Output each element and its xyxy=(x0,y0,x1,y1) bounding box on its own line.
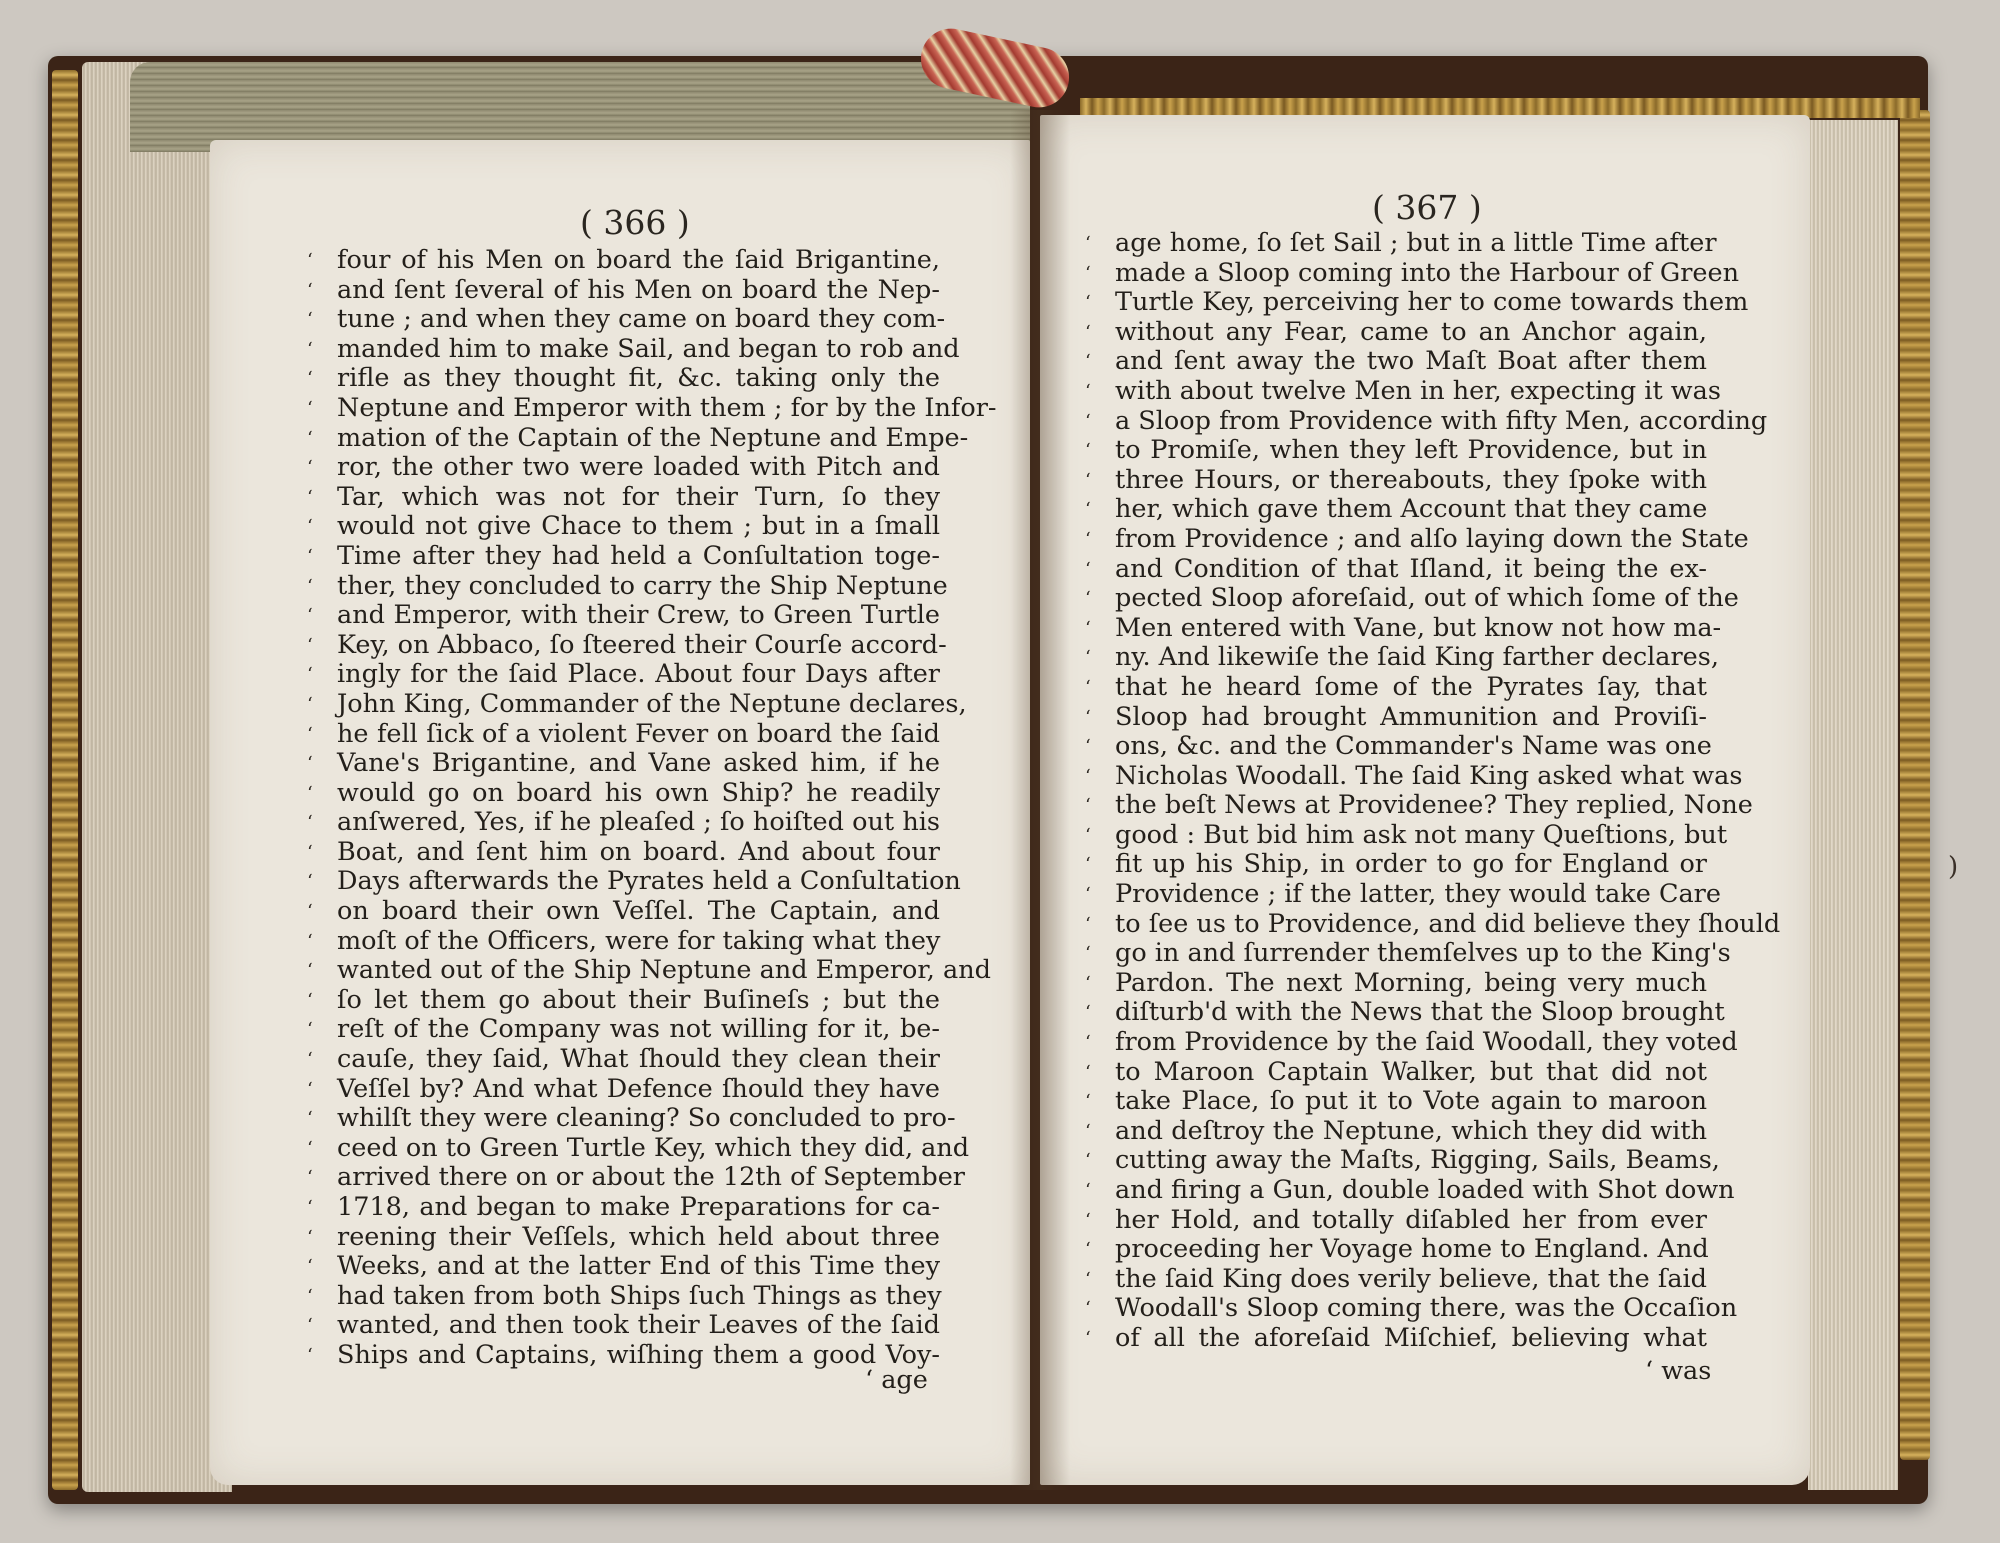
text-line xyxy=(307,1103,956,1134)
text-line xyxy=(1085,612,1722,644)
text-line xyxy=(1085,1204,1707,1236)
line-text: arrived there on or about the 12th of September xyxy=(337,1162,965,1193)
line-text: Vane's Brigantine, and Vane asked him, if he xyxy=(337,748,940,779)
right-page-text xyxy=(1085,228,1781,1354)
text-line xyxy=(307,1014,940,1045)
text-line xyxy=(1085,1322,1707,1354)
quote-mark: ‘ xyxy=(1085,410,1091,432)
text-line xyxy=(307,1251,940,1282)
line-text: ceed on to Green Turtle Key, which they did, and xyxy=(337,1132,970,1163)
line-text: 1718, and began to make Preparations for ca- xyxy=(337,1192,940,1222)
quote-mark: ‘ xyxy=(307,723,313,745)
line-text: reening their Veſſels, which held about three xyxy=(337,1221,940,1252)
text-line xyxy=(1085,642,1719,673)
quote-mark: ‘ xyxy=(307,693,313,715)
quote-mark: ‘ xyxy=(1085,765,1091,787)
quote-mark: ‘ xyxy=(1085,321,1091,343)
page-edges-top xyxy=(130,62,1030,152)
quote-mark: ‘ xyxy=(1085,262,1091,284)
margin-mark: ) xyxy=(1948,852,1959,882)
quote-mark: ‘ xyxy=(1085,233,1091,254)
line-text: Boat, and ſent him on board. And about four xyxy=(337,836,940,867)
text-line xyxy=(1085,1293,1738,1324)
quote-mark: ‘ xyxy=(307,1197,313,1218)
line-text: that he heard ſome of the Pyrates ſay, that xyxy=(1115,671,1707,702)
quote-mark: ‘ xyxy=(307,457,313,479)
line-text: mation of the Captain of the Neptune and Empe- xyxy=(337,422,969,453)
text-line xyxy=(307,1162,965,1193)
line-text: John King, Commander of the Neptune declares, xyxy=(337,688,967,719)
catchword-left: ‘ age xyxy=(865,1365,928,1395)
left-page-text xyxy=(307,245,997,1371)
line-text: and ſent ſeveral of his Men on board the Nep- xyxy=(337,274,940,305)
quote-mark: ‘ xyxy=(307,1167,313,1189)
quote-mark: ‘ xyxy=(307,427,313,449)
line-text: Sloop had brought Ammunition and Proviſi- xyxy=(1115,701,1707,732)
text-line xyxy=(1085,1175,1735,1206)
quote-mark: ‘ xyxy=(1085,1032,1091,1054)
text-line xyxy=(1085,1027,1738,1058)
quote-mark: ‘ xyxy=(1085,1002,1091,1024)
quote-mark: ‘ xyxy=(307,516,313,538)
text-line xyxy=(307,659,940,690)
line-text: whilſt they were cleaning? So concluded to pro- xyxy=(337,1103,956,1134)
line-text: and deſtroy the Neptune, which they did with xyxy=(1115,1115,1707,1146)
quote-mark: ‘ xyxy=(1085,884,1091,906)
line-text: the ſaid King does verily believe, that the ſaid xyxy=(1115,1263,1707,1294)
line-text: wanted out of the Ship Neptune and Emperor, and xyxy=(337,955,991,986)
quote-mark: ‘ xyxy=(1085,736,1091,758)
quote-mark: ‘ xyxy=(307,1285,313,1307)
quote-mark: ‘ xyxy=(307,397,313,419)
line-text: of all the aforeſaid Miſchief, believing what xyxy=(1115,1322,1707,1353)
gilt-edge-right xyxy=(1900,110,1930,1460)
text-line xyxy=(307,866,961,897)
quote-mark: ‘ xyxy=(307,545,313,567)
catchword-right: ‘ was xyxy=(1645,1356,1712,1386)
text-line xyxy=(307,600,940,631)
line-text: without any Fear, came to an Anchor again, xyxy=(1115,316,1707,347)
quote-mark: ‘ xyxy=(1085,558,1091,580)
quote-mark: ‘ xyxy=(1085,1150,1091,1172)
quote-mark: ‘ xyxy=(1085,1180,1091,1201)
quote-mark: ‘ xyxy=(307,368,313,390)
text-line xyxy=(307,1310,940,1341)
quote-mark: ‘ xyxy=(1085,469,1091,491)
line-text: tune ; and when they came on board they com- xyxy=(337,304,946,335)
line-text: Key, on Abbaco, ſo ſteered their Courſe accord- xyxy=(337,629,947,660)
line-text: Weeks, and at the latter End of this Time they xyxy=(337,1251,940,1282)
line-text: the beſt News at Providenee? They replied, None xyxy=(1115,790,1753,821)
quote-mark: ‘ xyxy=(307,1019,313,1041)
text-line xyxy=(1085,228,1717,259)
line-text: and Condition of that Iſland, it being the ex- xyxy=(1115,553,1707,584)
text-line xyxy=(307,1221,940,1253)
line-text: Men entered with Vane, but know not how ma- xyxy=(1115,612,1722,643)
text-line xyxy=(1085,257,1740,289)
text-line xyxy=(307,452,940,483)
page-edges-right xyxy=(1808,120,1898,1490)
quote-mark: ‘ xyxy=(307,871,313,893)
text-line xyxy=(1085,731,1712,762)
quote-mark: ‘ xyxy=(307,841,313,863)
text-line xyxy=(1085,1086,1707,1117)
line-text: take Place, ſo put it to Vote again to maroon xyxy=(1115,1086,1707,1117)
text-line xyxy=(1085,967,1707,999)
quote-mark: ‘ xyxy=(307,753,313,775)
line-text: ny. And likewiſe the ſaid King farther declares, xyxy=(1115,642,1719,673)
text-line xyxy=(307,777,940,809)
line-text: with about twelve Men in her, expecting it was xyxy=(1115,375,1721,406)
line-text: on board their own Veſſel. The Captain, and xyxy=(337,896,940,927)
line-text: her, which gave them Account that they came xyxy=(1115,494,1708,525)
line-text: wanted, and then took their Leaves of the ſaid xyxy=(337,1310,940,1341)
text-line xyxy=(1085,346,1707,377)
text-line xyxy=(1085,760,1743,792)
text-line xyxy=(1085,701,1707,733)
text-line xyxy=(1085,1115,1707,1147)
quote-mark: ‘ xyxy=(307,250,313,271)
quote-mark: ‘ xyxy=(1085,440,1091,462)
text-line xyxy=(1085,583,1739,614)
quote-mark: ‘ xyxy=(1085,1327,1091,1349)
text-line xyxy=(307,540,940,572)
quote-mark: ‘ xyxy=(1085,647,1091,669)
quote-mark: ‘ xyxy=(1085,617,1091,639)
quote-mark: ‘ xyxy=(307,1344,313,1366)
line-text: good : But bid him ask not many Queſtions, but xyxy=(1115,819,1728,850)
text-line xyxy=(1085,1056,1707,1088)
quote-mark: ‘ xyxy=(1085,795,1091,817)
quote-mark: ‘ xyxy=(307,634,313,656)
text-line xyxy=(307,481,940,513)
text-line xyxy=(307,422,969,454)
quote-mark: ‘ xyxy=(307,605,313,627)
line-text: would not give Chace to them ; but in a ſmall xyxy=(337,511,940,542)
quote-mark: ‘ xyxy=(307,930,313,952)
text-line xyxy=(1085,879,1721,910)
quote-mark: ‘ xyxy=(1085,588,1091,610)
line-text: fit up his Ship, in order to go for England or xyxy=(1115,849,1707,880)
quote-mark: ‘ xyxy=(307,782,313,804)
text-line xyxy=(1085,464,1707,496)
text-line xyxy=(307,718,940,750)
quote-mark: ‘ xyxy=(1085,1268,1091,1290)
line-text: and ſent away the two Maſt Boat after them xyxy=(1115,346,1707,377)
line-text: cutting away the Maſts, Rigging, Sails, Beams, xyxy=(1115,1145,1720,1176)
line-text: he fell ſick of a violent Fever on board the ſaid xyxy=(337,718,940,749)
line-text: had taken from both Ships ſuch Things as they xyxy=(337,1280,942,1311)
quote-mark: ‘ xyxy=(1085,854,1091,876)
quote-mark: ‘ xyxy=(307,664,313,686)
text-line xyxy=(1085,435,1707,466)
line-text: from Providence ; and alſo laying down the State xyxy=(1115,523,1749,554)
quote-mark: ‘ xyxy=(307,812,313,834)
quote-mark: ‘ xyxy=(307,960,313,982)
line-text: and Emperor, with their Crew, to Green Turtle xyxy=(337,600,940,631)
line-text: Ships and Captains, wiſhing them a good Voy- xyxy=(337,1339,940,1370)
text-line xyxy=(307,1132,970,1164)
text-line xyxy=(307,245,940,276)
text-line xyxy=(307,925,941,957)
line-text: her Hold, and totally diſabled her from ever xyxy=(1115,1204,1707,1235)
line-text: Nicholas Woodall. The ſaid King asked what was xyxy=(1115,760,1743,791)
text-line xyxy=(1085,997,1725,1028)
line-text: Days afterwards the Pyrates held a Conſultation xyxy=(337,866,961,897)
text-line xyxy=(1085,849,1707,880)
quote-mark: ‘ xyxy=(1085,351,1091,373)
quote-mark: ‘ xyxy=(1085,1209,1091,1231)
quote-mark: ‘ xyxy=(307,1049,313,1071)
text-line xyxy=(307,984,940,1016)
quote-mark: ‘ xyxy=(307,1078,313,1100)
text-line xyxy=(307,304,946,335)
text-line xyxy=(307,629,947,661)
line-text: and firing a Gun, double loaded with Shot down xyxy=(1115,1175,1735,1205)
quote-mark: ‘ xyxy=(307,1256,313,1278)
text-line xyxy=(307,363,940,394)
line-text: Tar, which was not for their Turn, ſo they xyxy=(337,481,940,512)
page-number-left: ( 366 ) xyxy=(580,203,690,242)
line-text: ons, &c. and the Commander's Name was one xyxy=(1115,731,1712,762)
text-line xyxy=(1085,553,1707,585)
quote-mark: ‘ xyxy=(307,279,313,301)
line-text: moſt of the Officers, were for taking what they xyxy=(337,925,941,956)
quote-mark: ‘ xyxy=(307,1137,313,1159)
line-text: Veſſel by? And what Defence ſhould they have xyxy=(337,1073,940,1104)
quote-mark: ‘ xyxy=(307,575,313,597)
gilt-edge-left xyxy=(52,70,78,1490)
line-text: manded him to make Sail, and began to rob and xyxy=(337,333,960,364)
text-line xyxy=(307,1339,940,1371)
quote-mark: ‘ xyxy=(307,1226,313,1248)
line-text: a Sloop from Providence with fifty Men, according xyxy=(1115,405,1768,436)
line-text: reſt of the Company was not willing for it, be- xyxy=(337,1014,940,1045)
text-line xyxy=(1085,494,1708,525)
quote-mark: ‘ xyxy=(1085,943,1091,965)
line-text: to Promiſe, when they left Providence, but in xyxy=(1115,435,1707,466)
line-text: Neptune and Emperor with them ; for by the Infor- xyxy=(337,392,997,423)
quote-mark: ‘ xyxy=(1085,972,1091,994)
quote-mark: ‘ xyxy=(1085,676,1091,698)
text-line xyxy=(1085,819,1728,851)
quote-mark: ‘ xyxy=(1085,292,1091,314)
text-line xyxy=(1085,671,1707,703)
quote-mark: ‘ xyxy=(1085,1298,1091,1320)
text-line xyxy=(1085,405,1768,437)
text-line xyxy=(307,1192,940,1223)
text-line xyxy=(1085,938,1731,969)
line-text: cauſe, they ſaid, What ſhould they clean their xyxy=(337,1044,940,1075)
line-text: proceeding her Voyage home to England. And xyxy=(1115,1234,1709,1265)
text-line xyxy=(307,511,940,542)
quote-mark: ‘ xyxy=(1085,913,1091,935)
page-number-right: ( 367 ) xyxy=(1372,188,1482,227)
line-text: anſwered, Yes, if he pleaſed ; ſo hoiſted out his xyxy=(337,807,940,838)
text-line xyxy=(307,1073,940,1105)
quote-mark: ‘ xyxy=(307,989,313,1011)
line-text: three Hours, or thereabouts, they ſpoke with xyxy=(1115,464,1707,495)
quote-mark: ‘ xyxy=(1085,499,1091,521)
text-line xyxy=(1085,1263,1707,1295)
text-line xyxy=(307,748,940,779)
text-line xyxy=(1085,287,1749,318)
line-text: Turtle Key, perceiving her to come towards them xyxy=(1115,287,1749,318)
text-line xyxy=(307,807,940,838)
text-line xyxy=(307,392,997,424)
text-line xyxy=(307,570,948,602)
line-text: ingly for the ſaid Place. About four Days after xyxy=(337,659,940,690)
line-text: from Providence by the ſaid Woodall, they voted xyxy=(1115,1027,1738,1058)
quote-mark: ‘ xyxy=(1085,706,1091,728)
quote-mark: ‘ xyxy=(307,486,313,508)
text-line xyxy=(307,274,940,306)
book-gutter xyxy=(1010,110,1070,1490)
quote-mark: ‘ xyxy=(1085,1239,1091,1261)
line-text: Woodall's Sloop coming there, was the Occaſion xyxy=(1115,1293,1738,1324)
text-line xyxy=(307,1280,942,1312)
text-line xyxy=(1085,523,1749,555)
quote-mark: ‘ xyxy=(1085,824,1091,846)
text-line xyxy=(1085,908,1781,940)
text-line xyxy=(1085,1145,1720,1176)
quote-mark: ‘ xyxy=(1085,1091,1091,1113)
quote-mark: ‘ xyxy=(307,901,313,923)
text-line xyxy=(1085,375,1721,407)
text-line xyxy=(307,688,967,720)
text-line xyxy=(307,1044,940,1075)
line-text: Pardon. The next Morning, being very much xyxy=(1115,967,1707,998)
text-line xyxy=(307,896,940,927)
quote-mark: ‘ xyxy=(1085,380,1091,402)
quote-mark: ‘ xyxy=(1085,1061,1091,1083)
quote-mark: ‘ xyxy=(307,338,313,360)
line-text: would go on board his own Ship? he readily xyxy=(337,777,940,808)
quote-mark: ‘ xyxy=(1085,528,1091,550)
quote-mark: ‘ xyxy=(1085,1120,1091,1142)
line-text: ror, the other two were loaded with Pitch and xyxy=(337,452,940,483)
line-text: ſo let them go about their Buſineſs ; but the xyxy=(337,984,940,1015)
quote-mark: ‘ xyxy=(307,1315,313,1337)
text-line xyxy=(307,333,960,365)
text-line xyxy=(1085,1234,1709,1265)
line-text: diſturb'd with the News that the Sloop brought xyxy=(1115,997,1725,1028)
line-text: made a Sloop coming into the Harbour of Green xyxy=(1115,257,1740,288)
line-text: ther, they concluded to carry the Ship Neptune xyxy=(337,570,948,601)
quote-mark: ‘ xyxy=(307,309,313,331)
line-text: age home, ſo ſet Sail ; but in a little Time after xyxy=(1115,228,1717,258)
line-text: to ſee us to Providence, and did believe they ſhould xyxy=(1115,908,1781,939)
line-text: rifle as they thought fit, &c. taking only the xyxy=(337,363,940,394)
line-text: go in and ſurrender themſelves up to the King's xyxy=(1115,938,1731,969)
line-text: pected Sloop aforeſaid, out of which ſome of the xyxy=(1115,583,1739,614)
quote-mark: ‘ xyxy=(307,1108,313,1130)
text-line xyxy=(307,836,940,868)
line-text: to Maroon Captain Walker, but that did not xyxy=(1115,1056,1707,1087)
line-text: Time after they had held a Conſultation toge- xyxy=(337,540,940,571)
line-text: Providence ; if the latter, they would take Care xyxy=(1115,879,1721,910)
text-line xyxy=(307,955,991,986)
text-line xyxy=(1085,790,1753,821)
line-text: four of his Men on board the ſaid Brigantine, xyxy=(337,245,940,275)
text-line xyxy=(1085,316,1707,348)
